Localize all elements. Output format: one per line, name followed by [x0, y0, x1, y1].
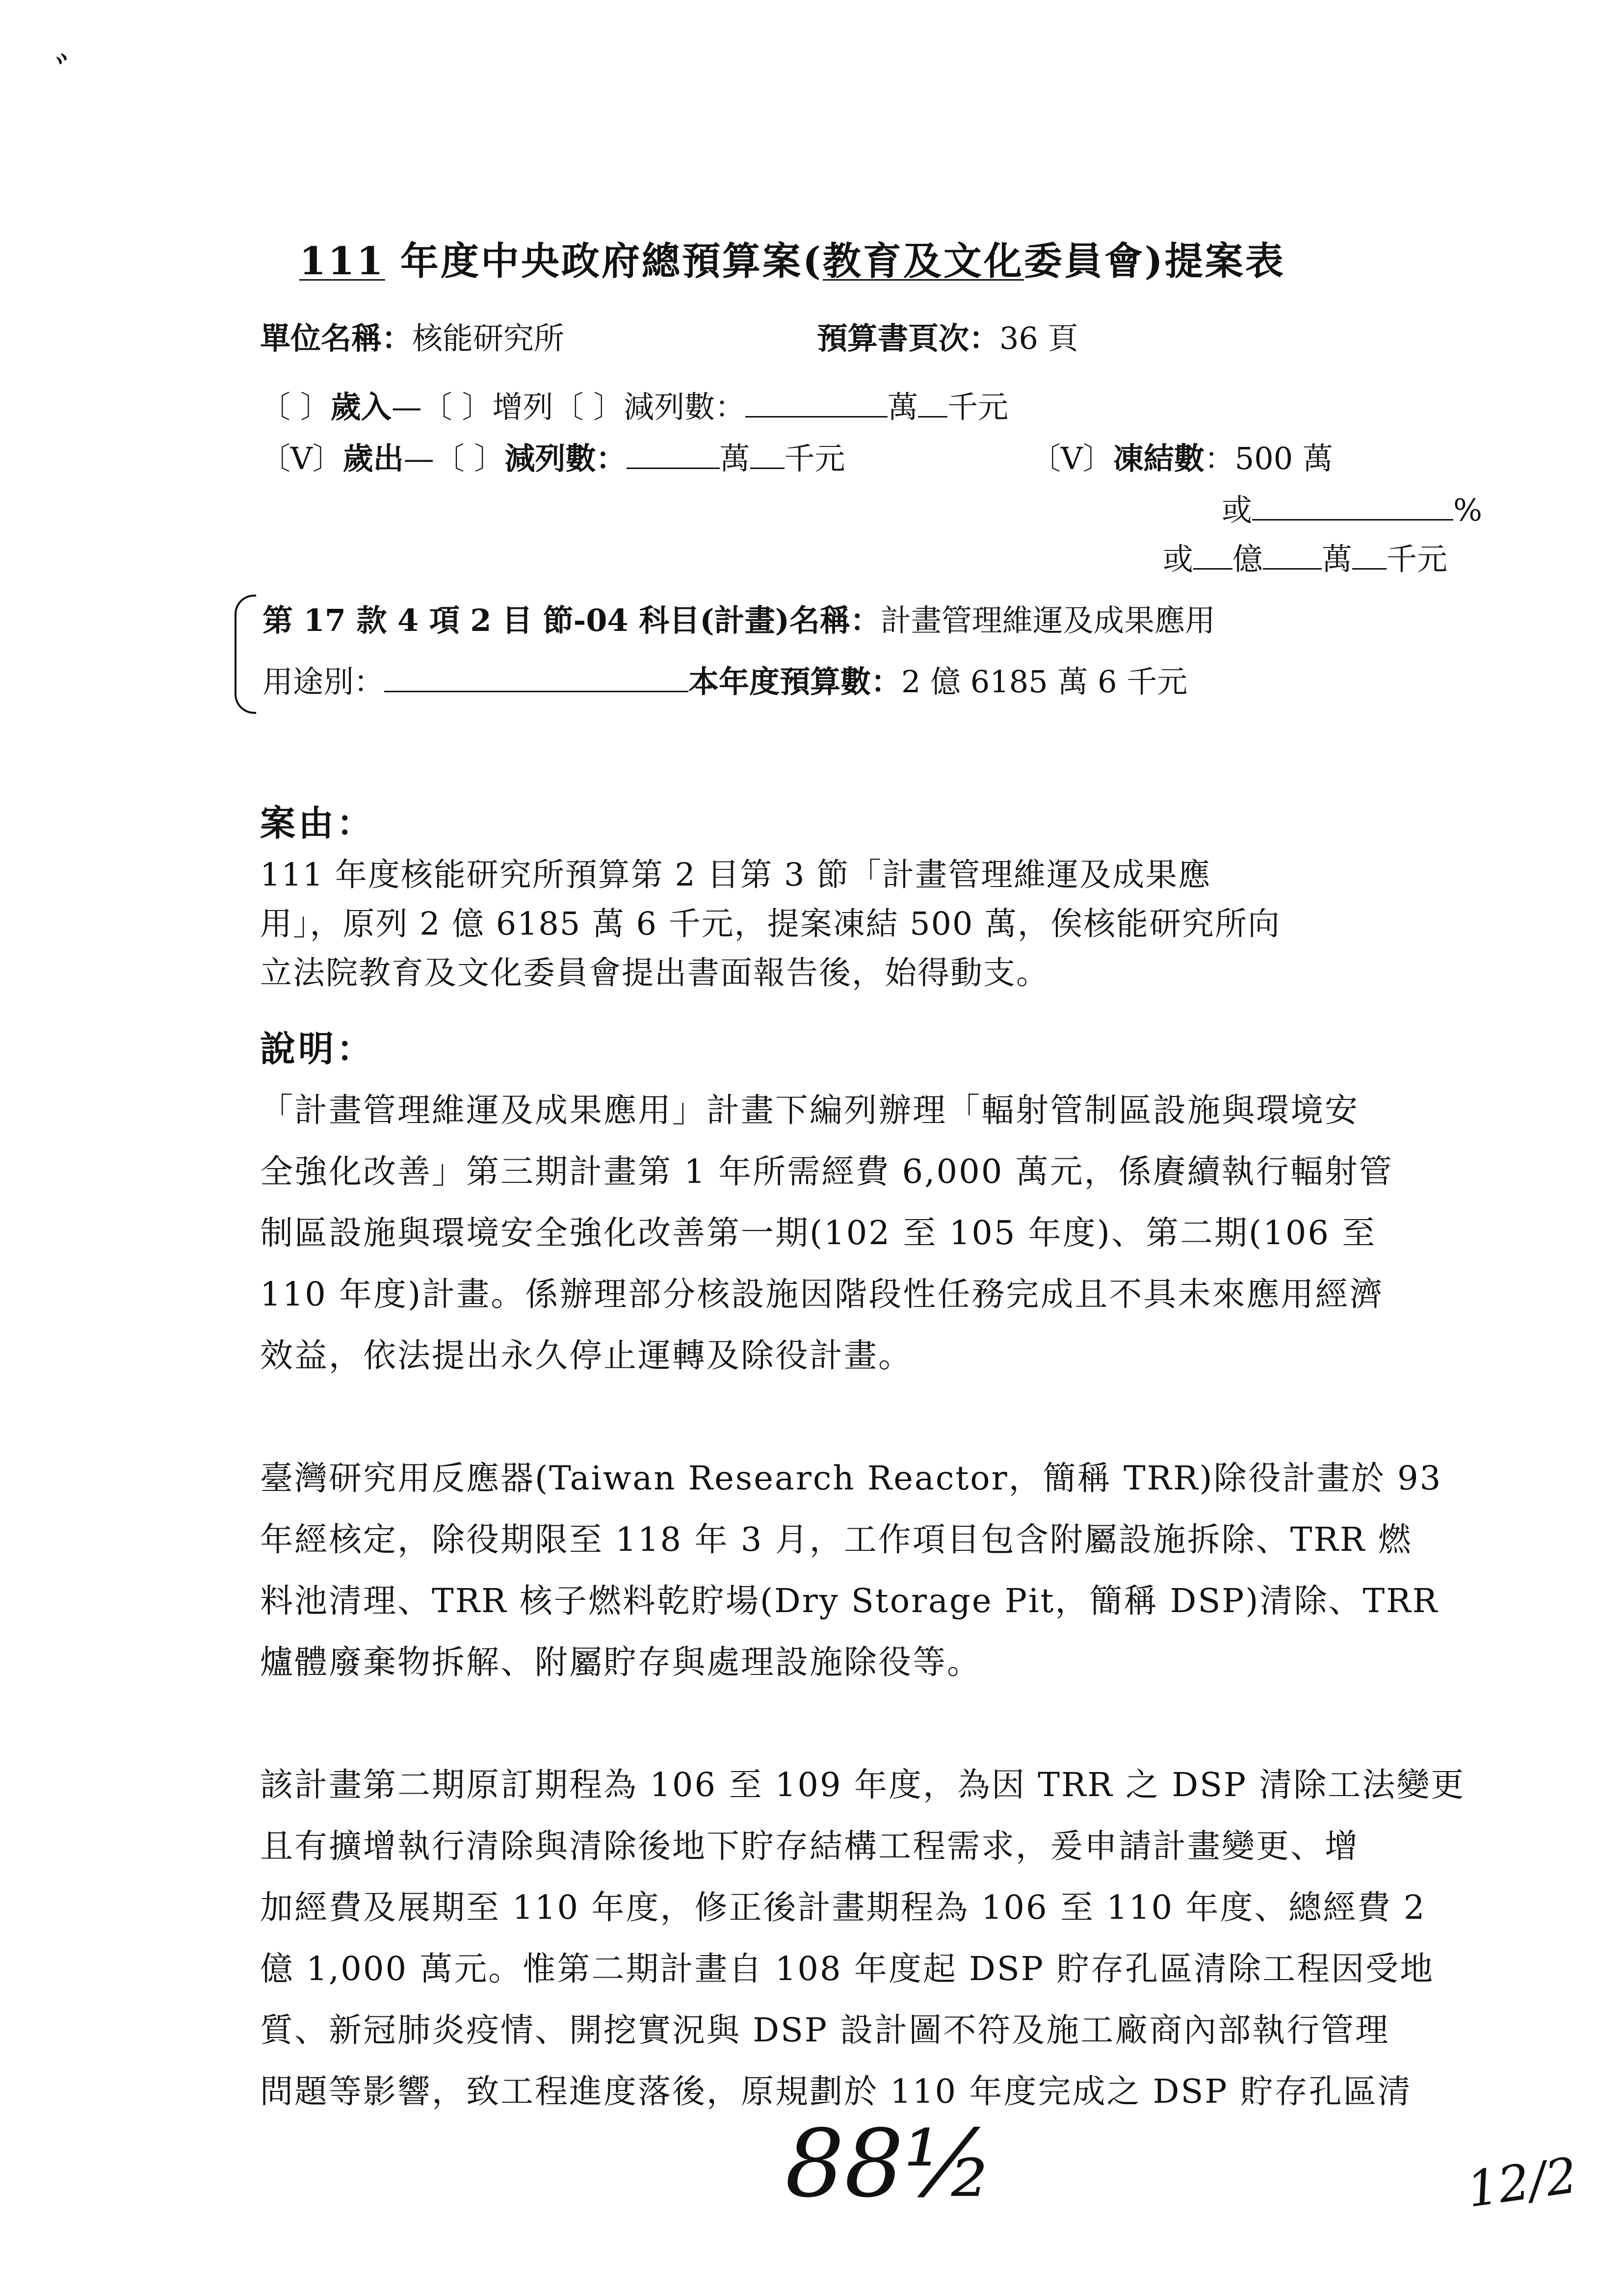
title-committee: 教育及文化: [822, 239, 1024, 284]
explanation-line: 加經費及展期至 110 年度，修正後計畫期程為 106 至 110 年度、總經費 2: [260, 1888, 1426, 1927]
explanation-line: 效益，依法提出永久停止運轉及除役計畫。: [260, 1336, 913, 1375]
program-bracket: [235, 595, 256, 714]
revenue-wan-unit: 萬: [888, 389, 918, 425]
expenditure-option: —〔 〕: [403, 441, 505, 476]
revenue-qian-blank: [918, 388, 947, 417]
freeze-checkbox: 〔V〕: [1030, 441, 1113, 476]
unit-label: 單位名稱：: [260, 320, 413, 356]
revenue-label: 歲入: [330, 389, 392, 425]
explanation-line: 料池清理、TRR 核子燃料乾貯場(Dry Storage Pit，簡稱 DSP)清除、TRR: [260, 1582, 1439, 1620]
title-year: 111: [299, 239, 385, 284]
explanation-line: 且有擴增執行清除與清除後地下貯存結構工程需求，爰申請計畫變更、增: [260, 1827, 1359, 1865]
program-line-1: [262, 596, 1215, 640]
case-line: 立法院教育及文化委員會提出書面報告後，始得動支。: [260, 955, 1049, 991]
revenue-row: [260, 383, 1008, 426]
explanation-line: 該計畫第二期原訂期程為 106 至 109 年度，為因 TRR 之 DSP 清除工法變更: [260, 1766, 1466, 1804]
page-value: 36 頁: [999, 320, 1078, 356]
explanation-line: 問題等影響，致工程進度落後，原規劃於 110 年度完成之 DSP 貯存孔區清: [260, 2072, 1412, 2111]
freeze-value: ：500 萬: [1204, 441, 1333, 476]
expenditure-checkbox: 〔V〕: [260, 441, 343, 476]
case-heading: 案由：: [260, 802, 375, 844]
explanation-line: 質、新冠肺炎疫情、開挖實況與 DSP 設計圖不符及施工廠商內部執行管理: [260, 2011, 1390, 2049]
unit-row: [260, 314, 564, 358]
title-pre: 年度中央政府總預算案(: [400, 239, 823, 284]
usage-label: 用途別：: [262, 664, 385, 700]
explanation-line: 臺灣研究用反應器(Taiwan Research Reactor，簡稱 TRR)除役計畫於 93: [260, 1459, 1442, 1497]
freeze-row: [1030, 434, 1333, 478]
corner-scribble: ﾞ: [47, 50, 69, 101]
expenditure-qian-unit: 千元: [784, 441, 845, 476]
expenditure-row: [260, 434, 845, 478]
page-ref-row: [817, 314, 1078, 358]
revenue-wan-blank: [745, 388, 888, 417]
wan-unit: 萬: [1322, 541, 1353, 577]
expenditure-reduce-label: 減列數：: [504, 441, 627, 476]
explanation-heading: 說明：: [260, 1028, 375, 1070]
program-code-label: 第 17 款 4 項 2 目 節-04 科目(計畫)名稱：: [262, 602, 881, 638]
handwritten-page-number: 88½: [785, 2110, 994, 2218]
revenue-checkbox: 〔 〕: [260, 389, 331, 425]
program-line-2: [262, 657, 1187, 701]
percent-blank: [1252, 491, 1453, 521]
title-post: 委員會)提案表: [1023, 239, 1285, 284]
case-line: 用」，原列 2 億 6185 萬 6 千元，提案凍結 500 萬，俟核能研究所向: [260, 906, 1281, 942]
expenditure-wan-unit: 萬: [719, 441, 750, 476]
freeze-label: 凍結數: [1113, 441, 1205, 476]
case-line: 111 年度核能研究所預算第 2 目第 3 節「計畫管理維運及成果應: [260, 857, 1211, 893]
percent-sign: %: [1453, 492, 1482, 528]
program-name: 計畫管理維運及成果應用: [880, 602, 1215, 638]
freeze-amount-row: [1163, 535, 1447, 578]
explanation-line: 110 年度)計畫。係辦理部分核設施因階段性任務完成且不具未來應用經濟: [260, 1275, 1384, 1313]
freeze-percent-row: [1222, 486, 1482, 529]
page-title: [299, 231, 1285, 286]
revenue-options: —〔 〕增列〔 〕減列數：: [391, 389, 746, 425]
unit-value: 核能研究所: [412, 320, 565, 356]
qian-unit: 千元: [1387, 541, 1448, 577]
revenue-qian-unit: 千元: [947, 389, 1009, 425]
yi-unit: 億: [1232, 541, 1263, 577]
qian-blank: [1352, 540, 1387, 570]
explanation-line: 爐體廢棄物拆解、附屬貯存與處理設施除役等。: [260, 1643, 981, 1681]
handwritten-corner-mark: 12/2: [1463, 2146, 1581, 2219]
expenditure-qian-blank: [750, 439, 785, 469]
budget-value: 2 億 6185 萬 6 千元: [901, 664, 1188, 700]
wan-blank: [1263, 540, 1322, 570]
expenditure-label: 歲出: [342, 441, 404, 476]
explanation-line: 制區設施與環境安全強化改善第一期(102 至 105 年度)、第二期(106 至: [260, 1214, 1377, 1252]
page-label: 預算書頁次：: [817, 320, 1000, 356]
or-label-2: 或: [1163, 541, 1194, 577]
expenditure-wan-blank: [627, 439, 720, 469]
explanation-line: 年經核定，除役期限至 118 年 3 月，工作項目包含附屬設施拆除、TRR 燃: [260, 1520, 1413, 1559]
or-label: 或: [1222, 492, 1253, 528]
usage-blank: [384, 662, 688, 692]
yi-blank: [1193, 540, 1232, 570]
explanation-line: 全強化改善」第三期計畫第 1 年所需經費 6,000 萬元，係賡續執行輻射管: [260, 1152, 1393, 1191]
explanation-line: 「計畫管理維運及成果應用」計畫下編列辦理「輻射管制區設施與環境安: [260, 1091, 1359, 1129]
explanation-line: 億 1,000 萬元。惟第二期計畫自 108 年度起 DSP 貯存孔區清除工程因受地: [260, 1950, 1435, 1988]
budget-label: 本年度預算數：: [688, 664, 902, 700]
